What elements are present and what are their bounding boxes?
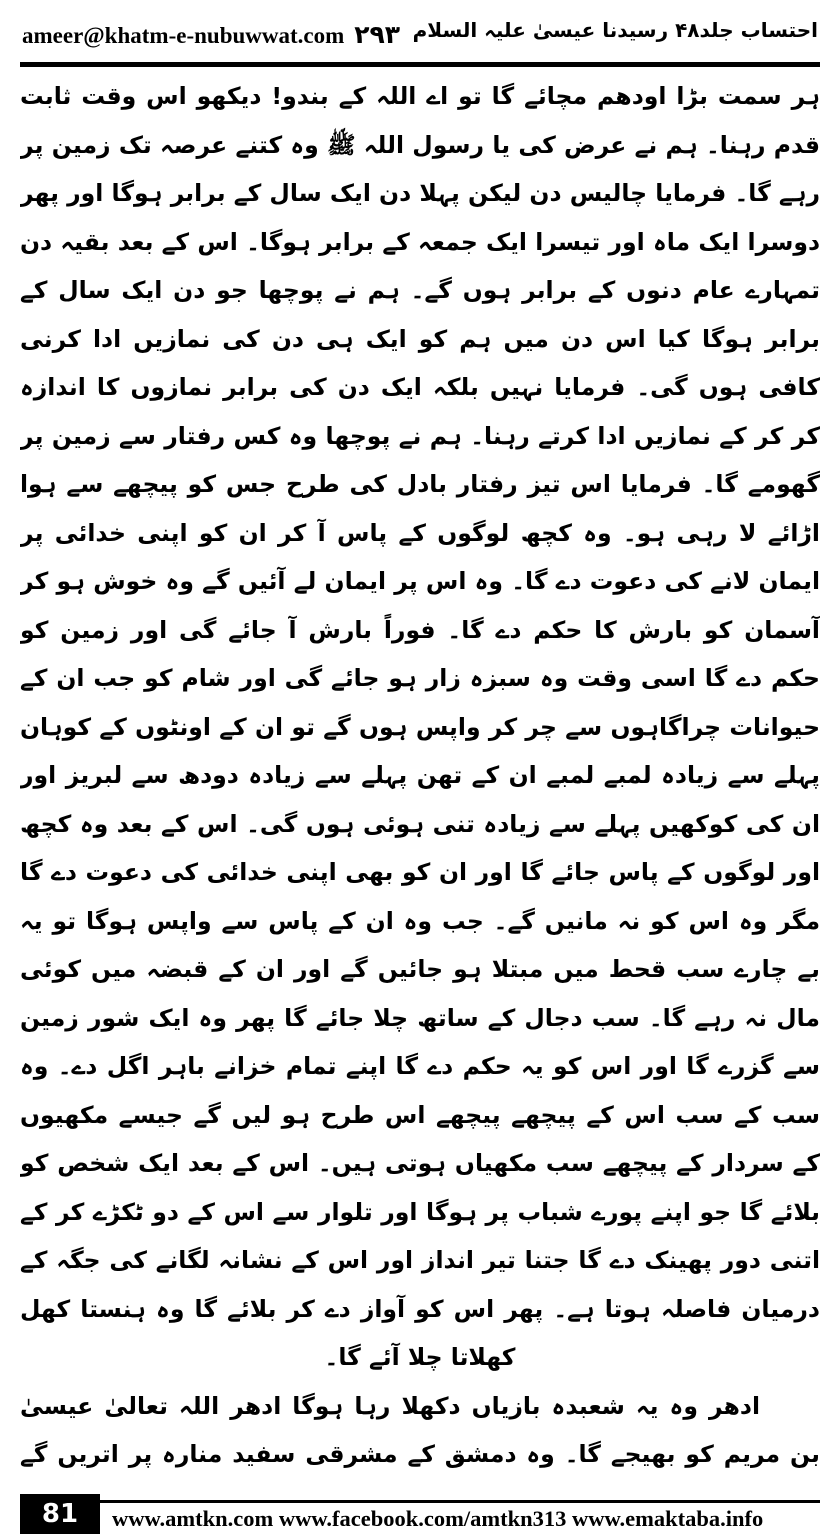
header-rule	[20, 62, 820, 67]
footer-page-number: 81	[20, 1494, 100, 1534]
page-footer	[0, 1490, 840, 1540]
paragraph-2: ادھر وہ یہ شعبدہ بازیاں دکھلا رہا ہوگا ادھر اللہ تعالیٰ عیسیٰ بن مریم کو بھیجے گا۔ وہ دمشق کے مشرقی سفید منارہ پر اتریں گے	[20, 1391, 820, 1468]
footer-rule	[100, 1500, 820, 1503]
header-left	[22, 20, 400, 49]
main-text	[20, 72, 820, 1477]
page-header	[0, 0, 840, 70]
header-book-title: احتساب جلد۴۸ رسیدنا عیسیٰ علیہ السلام	[412, 18, 818, 42]
header-email: ameer@khatm-e-nubuwwat.com	[22, 23, 345, 48]
paragraph-1: ہر سمت بڑا اودھم مچائے گا تو اے اللہ کے بندو! دیکھو اس وقت ثابت قدم رہنا۔ ہم نے عرض کی یا رسول اللہ ﷺ وہ کتنے عرصہ تک زمین پر رہے گا۔ فرمایا چالیس دن لیکن پہلا دن ایک سال کے برابر ہوگا اور پھر دوسرا ایک ماہ اور تیسرا ایک جمعہ کے برابر ہوگا۔ اس کے بعد بقیہ دن تمہارے عام دنوں کے برابر ہوں گے۔ ہم نے پوچھا جو دن ایک سال کے برابر ہوگا کیا اس دن میں ہم کو ایک ہی دن کی نمازیں ادا کرنی کافی ہوں گی۔ فرمایا نہیں بلکہ ایک دن کی برابر نمازوں کا اندازہ کر کر کے نمازیں ادا کرتے رہنا۔ ہم نے پوچھا وہ کس رفتار سے زمین پر گھومے گا۔ فرمایا اس تیز رفتار بادل کی طرح جس کو پیچھے سے ہوا اڑائے لا رہی ہو۔ وہ کچھ لوگوں کے پاس آ کر ان کو اپنی خدائی پر ایمان لانے کی دعوت دے گا۔ وہ اس پر ایمان لے آئیں گے وہ خوش ہو کر آسمان کو بارش کا حکم دے گا۔ فوراً بارش آ جائے گی اور زمین کو حکم دے گا اسی وقت وہ سبزہ زار ہو جائے گی اور شام کو جب ان کے حیوانات چراگاہوں سے چر کر واپس ہوں گے تو ان کے اونٹوں کے کوہان پہلے سے زیادہ لمبے لمبے ان کے تھن پہلے سے زیادہ دودھ سے لبریز اور ان کی کوکھیں پہلے سے زیادہ تنی ہوئی ہوں گی۔ اس کے بعد وہ کچھ اور لوگوں کے پاس جائے گا اور ان کو بھی اپنی خدائی کی دعوت دے گا مگر وہ اس کو نہ مانیں گے۔ جب وہ ان کے پاس سے واپس ہوگا تو یہ بے چارے سب قحط میں مبتلا ہو جائیں گے اور ان کے قبضہ میں کوئی مال نہ رہے گا۔ سب دجال کے ساتھ چلا جائے گا پھر وہ ایک شور زمین سے گزرے گا اور اس کو یہ حکم دے گا اپنے تمام خزانے باہر اگل دے۔ وہ سب کے سب اس کے پیچھے پیچھے اس طرح ہو لیں گے جیسے مکھیوں کے سردار کے پیچھے سب مکھیاں ہوتی ہیں۔ اس کے بعد ایک شخص کو بلائے گا جو اپنے پورے شباب پر ہوگا اور تلوار سے اس کے دو ٹکڑے کر کے اتنی دور پھینک دے گا جتنا تیر انداز اور اس کے نشانہ لگانے کی جگہ کے درمیان فاصلہ ہوتا ہے۔ پھر اس کو آواز دے کر بلائے گا وہ ہنستا کھل کھلاتا چلا آئے گا۔	[20, 82, 820, 1371]
footer-links: www.amtkn.com www.facebook.com/amtkn313 www.emaktaba.info	[112, 1506, 764, 1531]
header-page-number: ۲۹۳	[354, 20, 401, 49]
